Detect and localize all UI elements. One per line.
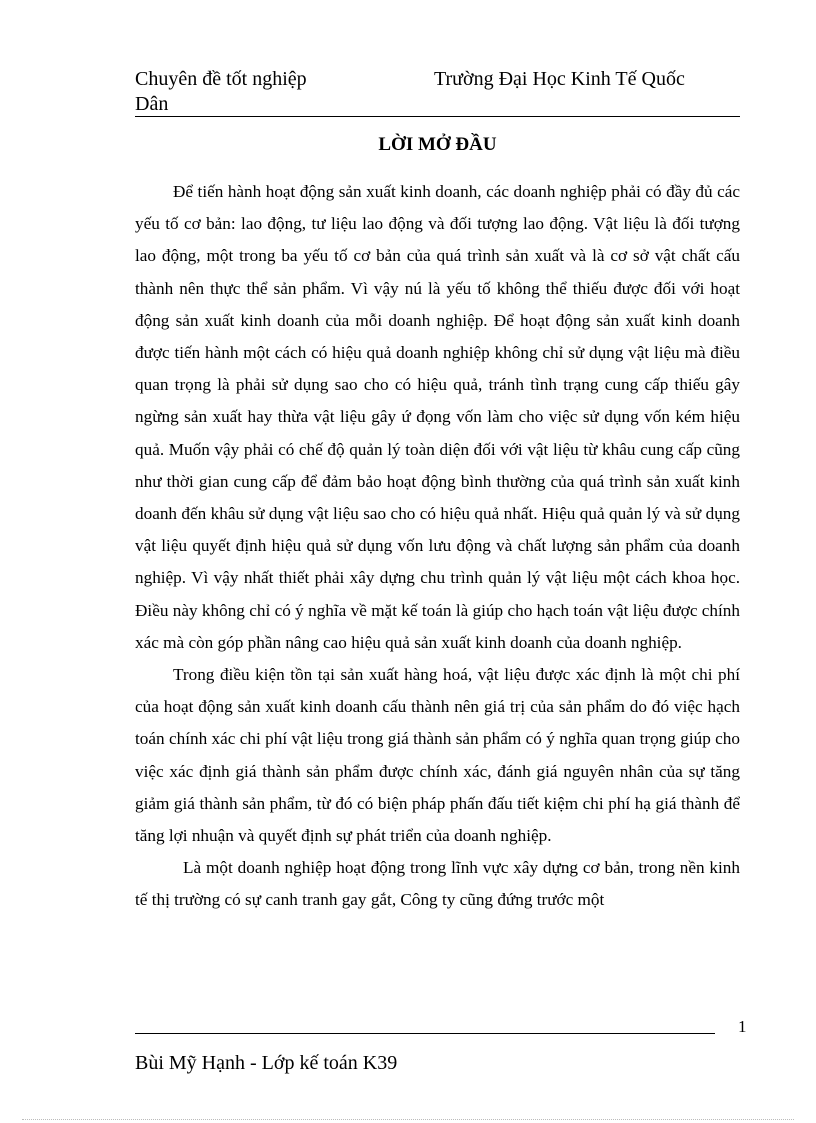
- body-text: [135, 176, 740, 917]
- header-right-text-wrap: Dân: [135, 93, 169, 115]
- paragraph-1: Để tiến hành hoạt động sản xuất kinh doanh, các doanh nghiệp phải có đầy đủ các yếu tố cơ bản: lao động, tư liệu lao động và đối tượng lao động. Vật liệu là đối tượng lao động, một trong ba yếu tố cơ bản của quá trình sản xuất và là cơ sở vật chất cấu thành nên thực thể sản phẩm. Vì vậy nú là yếu tố không thể thiếu được đối với hoạt động sản xuất kinh doanh của mỗi doanh nghiệp. Để hoạt động sản xuất kinh doanh được tiến hành một cách có hiệu quả doanh nghiệp không chỉ sử dụng vật liệu mà điều quan trọng là phải sử dụng sao cho có hiệu quả, tránh tình trạng cung cấp thiếu gây ngừng sản xuất hay thừa vật liệu gây ứ đọng vốn làm cho việc sử dụng vốn kém hiệu quả. Muốn vậy phải có chế độ quản lý toàn diện đối với vật liệu từ khâu cung cấp cũng như thời gian cung cấp để đảm bảo hoạt động bình thường của quá trình sản xuất kinh doanh đến khâu sử dụng vật liệu sao cho có hiệu quả nhất. Hiệu quả quản lý và sử dụng vật liệu quyết định hiệu quả sử dụng vốn lưu động và chất lượng sản phẩm của doanh nghiệp. Vì vậy nhất thiết phải xây dựng chu trình quản lý vật liệu một cách khoa học. Điều này không chỉ có ý nghĩa về mặt kế toán là giúp cho hạch toán vật liệu được chính xác mà còn góp phần nâng cao hiệu quả sản xuất kinh doanh của doanh nghiệp.: [135, 182, 740, 652]
- footer-author: Bùi Mỹ Hạnh - Lớp kế toán K39: [135, 1052, 398, 1074]
- header-right-text: Trường Đại Học Kinh Tế Quốc: [434, 68, 685, 90]
- page-title: LỜI MỞ ĐẦU: [378, 134, 497, 155]
- paragraph-3: Là một doanh nghiệp hoạt động trong lĩnh vực xây dựng cơ bản, trong nền kinh tế thị trường có sự canh tranh gay gắt, Công ty cũng đứng trước một: [135, 858, 740, 910]
- header-rule: [135, 116, 740, 117]
- page-bottom-dotted-border: [22, 1119, 794, 1120]
- page-number: 1: [738, 1017, 747, 1036]
- paragraph-2: Trong điều kiện tồn tại sản xuất hàng hoá, vật liệu được xác định là một chi phí của hoạt động sản xuất kinh doanh cấu thành nên giá trị của sản phẩm do đó việc hạch toán chính xác chi phí vật liệu trong giá thành sản phẩm có ý nghĩa quan trọng giúp cho việc xác định giá thành sản phẩm được chính xác, đánh giá nguyên nhân của sự tăng giảm giá thành sản phẩm, từ đó có biện pháp phấn đấu tiết kiệm chi phí hạ giá thành để tăng lợi nhuận và quyết định sự phát triển của doanh nghiệp.: [135, 665, 740, 846]
- header-left-text: Chuyên đề tốt nghiệp: [135, 68, 307, 90]
- footer-rule: [135, 1033, 715, 1034]
